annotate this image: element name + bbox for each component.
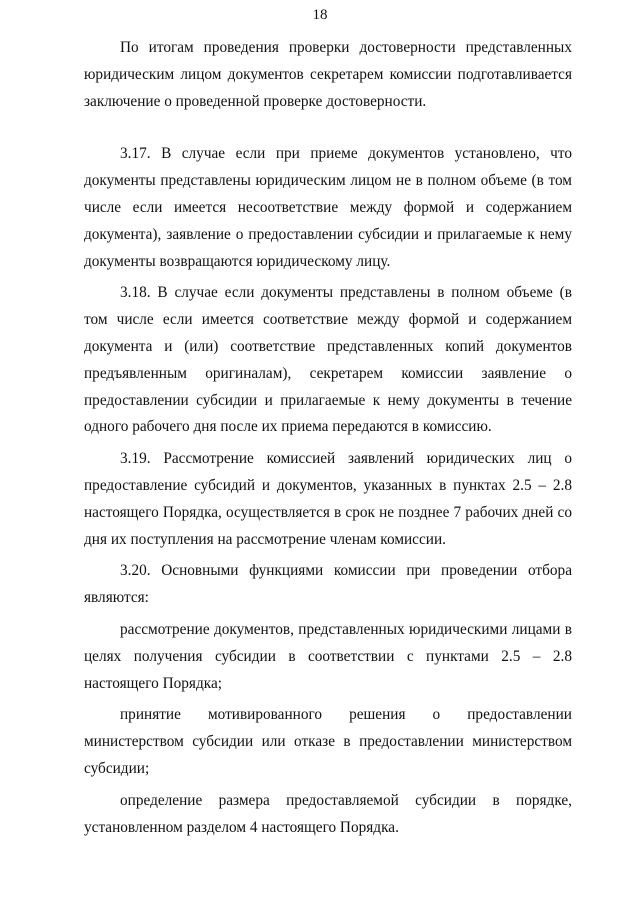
paragraph-3-18: 3.18. В случае если документы представлены в полном объеме (в том числе если имеется соответствие между формой и содержанием документа и (или) соответствие представленных копий документов предъявленным оригиналам), секретарем комиссии заявление о предоставлении субсидии и прилагаемые к нему документы в течение одного рабочего дня после их приема передаются в комиссию. — [84, 284, 572, 436]
document-body — [84, 35, 572, 841]
word: о — [432, 706, 441, 724]
page-number: 18 — [312, 7, 328, 23]
paragraph-3-19: 3.19. Рассмотрение комиссией заявлений юридических лиц о предоставление субсидий и документов, указанных в пунктах 2.5 – 2.8 настоящего Порядка, осуществляется в срок не позднее 7 рабочих дней со дня их поступления на рассмотрение членам комиссии. — [84, 450, 572, 548]
paragraph-verification-conclusion: По итогам проведения проверки достоверности представленных юридическим лицом документов секретарем комиссии подготавливается заключение о проведенной проверке достоверности. — [84, 39, 572, 110]
paragraph-function-decision-first-line — [84, 702, 572, 729]
word: решения — [349, 706, 406, 724]
word: принятие — [120, 706, 181, 724]
word: предоставлении — [467, 706, 572, 724]
paragraph-3-20: 3.20. Основными функциями комиссии при проведении отбора являются: — [84, 562, 572, 607]
paragraph-3-17: 3.17. В случае если при приеме документов установлено, что документы представлены юридическим лицом не в полном объеме (в том числе если имеется несоответствие между формой и содержанием документа), заявление о предоставлении субсидии и прилагаемые к нему документы возвращаются юридическому лицу. — [84, 145, 572, 270]
word: мотивированного — [207, 706, 323, 724]
paragraph-function-review: рассмотрение документов, представленных юридическими лицами в целях получения субсидии в соответствии с пунктами 2.5 – 2.8 настоящего Порядка; — [84, 620, 572, 692]
paragraph-function-amount: определение размера предоставляемой субсидии в порядке, установленном разделом 4 настоящего Порядка. — [84, 791, 572, 836]
paragraph-function-decision-rest: министерством субсидии или отказе в предоставлении министерством субсидии; — [84, 733, 572, 777]
